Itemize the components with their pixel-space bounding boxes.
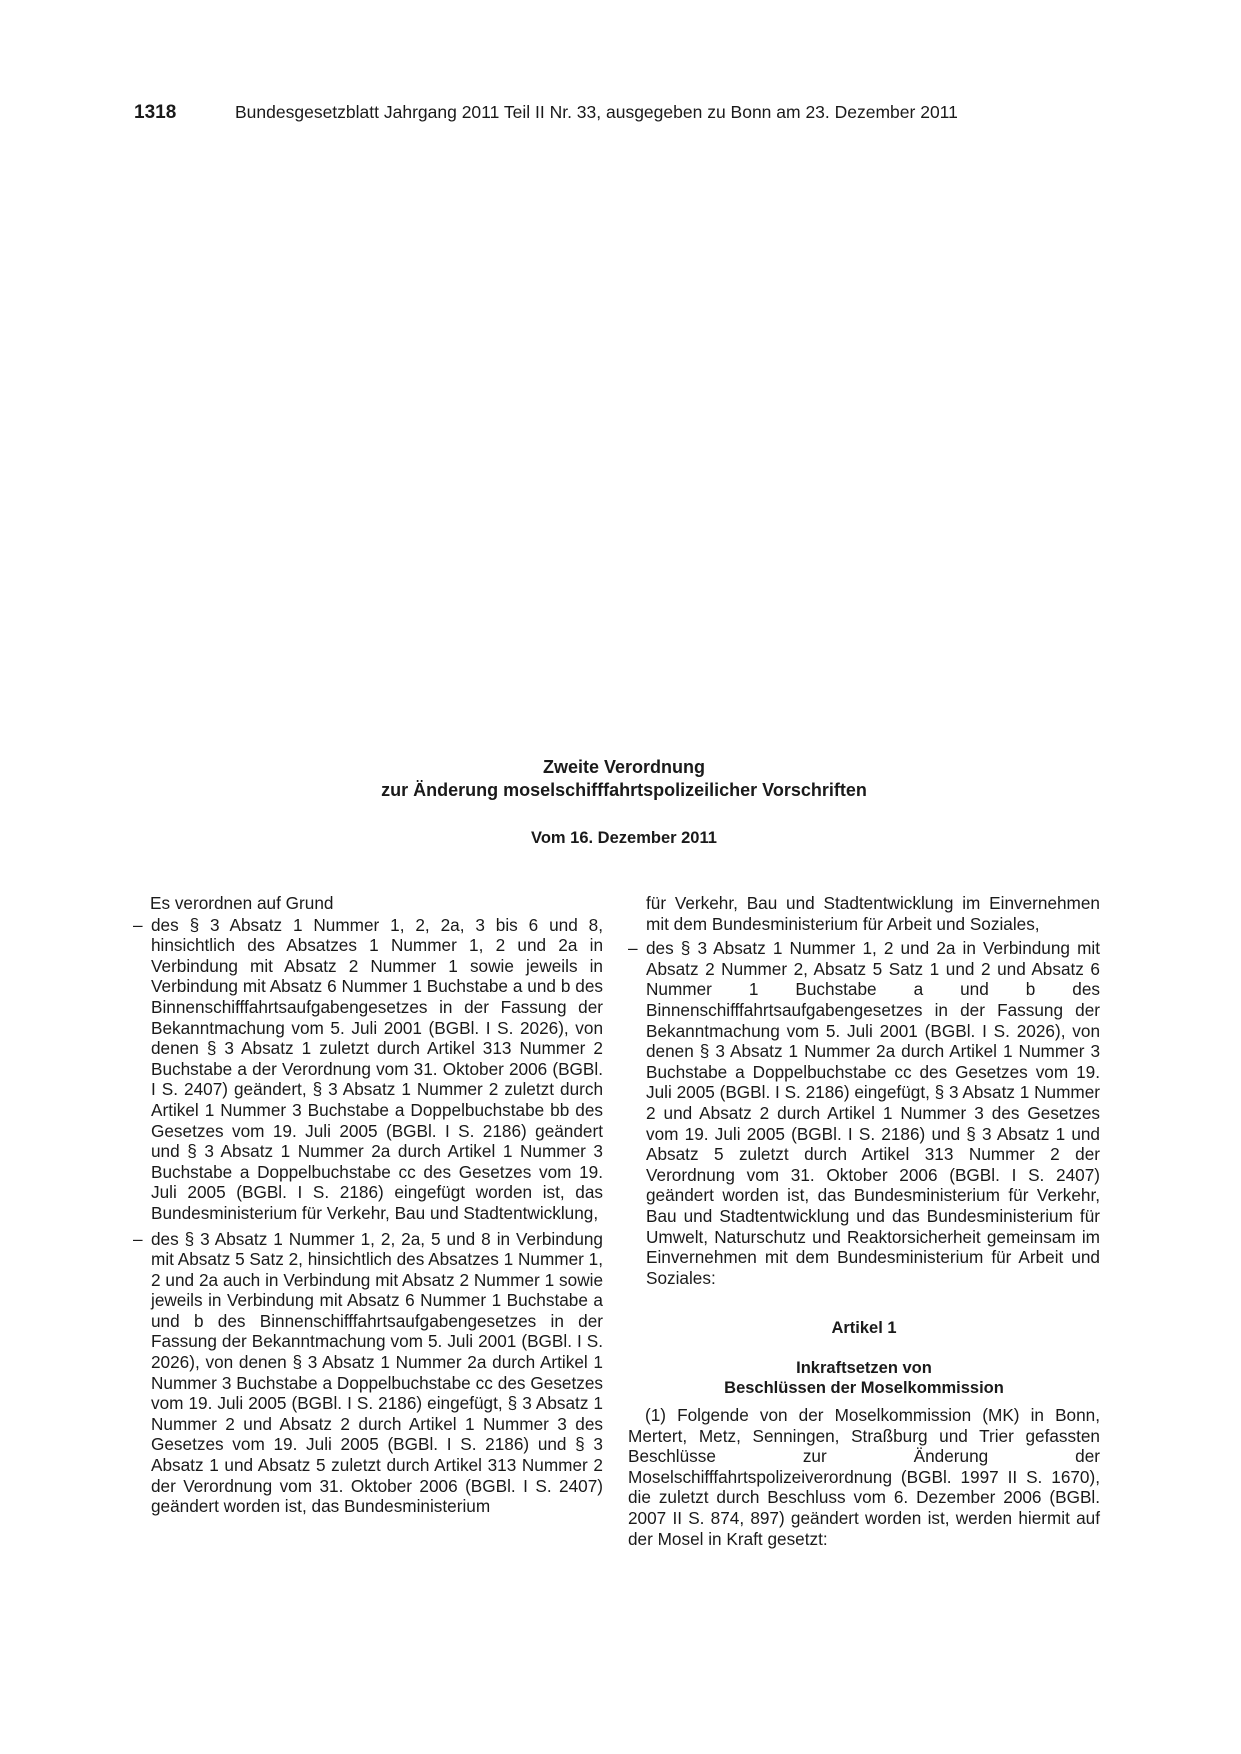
article-title-line-1: Inkraftsetzen von	[796, 1358, 932, 1377]
document-title-line-2: zur Änderung moselschifffahrtspolizeilicher Vorschriften	[381, 780, 867, 800]
running-title: Bundesgesetzblatt Jahrgang 2011 Teil II Nr. 33, ausgegeben zu Bonn am 23. Dezember 2011	[235, 102, 958, 122]
dash-marker: –	[133, 1228, 143, 1249]
article-paragraph: (1) Folgende von der Moselkommission (MK) in Bonn, Mertert, Metz, Senningen, Straßburg und Trier gefassten Beschlüsse zur Änderung der Moselschifffahrtspolizeiverordnung (BGBl. 1997 II S. 1670), die zuletzt durch Beschluss vom 6. Dezember 2006 (BGBl. 2007 II S. 874, 897) geändert worden ist, werden hiermit auf der Mosel in Kraft gesetzt:	[628, 1405, 1100, 1549]
left-column	[133, 893, 603, 1522]
list-item	[133, 915, 603, 1224]
right-column	[628, 893, 1100, 1549]
list-item-text: des § 3 Absatz 1 Nummer 1, 2, 2a, 5 und 8 in Verbindung mit Absatz 5 Satz 2, hinsichtlich des Absatzes 1 Nummer 1, 2 und 2a auch in Verbindung mit Absatz 2 Nummer 1 sowie jeweils in Verbindung mit Absatz 6 Nummer 1 Buchstabe a und b des Binnenschifffahrtsaufgabengesetzes in der Fassung der Bekanntmachung vom 5. Juli 2001 (BGBl. I S. 2026), von denen § 3 Absatz 1 Nummer 2a durch Artikel 1 Nummer 3 Buchstabe a Doppelbuchstabe cc des Gesetzes vom 19. Juli 2005 (BGBl. I S. 2186) eingefügt, § 3 Absatz 1 Nummer 2 und Absatz 2 durch Artikel 1 Nummer 3 des Gesetzes vom 19. Juli 2005 (BGBl. I S. 2186) und § 3 Absatz 1 und Absatz 5 zuletzt durch Artikel 313 Nummer 2 der Verordnung vom 31. Oktober 2006 (BGBl. I S. 2407) geändert worden ist, das Bundesministerium	[151, 1228, 603, 1517]
list-item-text: des § 3 Absatz 1 Nummer 1, 2 und 2a in Verbindung mit Absatz 2 Nummer 2, Absatz 5 Satz 1 und 2 und Absatz 6 Nummer 1 Buchstabe a und b des Binnenschifffahrtsaufgabengesetzes in der Fassung der Bekanntmachung vom 5. Juli 2001 (BGBl. I S. 2026), von denen § 3 Absatz 1 Nummer 2a durch Artikel 1 Nummer 3 Buchstabe a Doppelbuchstabe cc des Gesetzes vom 19. Juli 2005 (BGBl. I S. 2186) eingefügt, § 3 Absatz 1 Nummer 2 und Absatz 2 durch Artikel 1 Nummer 3 des Gesetzes vom 19. Juli 2005 (BGBl. I S. 2186) und § 3 Absatz 1 und Absatz 5 zuletzt durch Artikel 313 Nummer 2 der Verordnung vom 31. Oktober 2006 (BGBl. I S. 2407) geändert worden ist, das Bundesministerium für Verkehr, Bau und Stadtentwicklung und das Bundesministerium für Umwelt, Naturschutz und Reaktorsicherheit gemeinsam im Einvernehmen mit dem Bundesministerium für Arbeit und Soziales:	[646, 938, 1100, 1288]
document-date: Vom 16. Dezember 2011	[531, 829, 717, 847]
list-item-continuation: für Verkehr, Bau und Stadtentwicklung im Einvernehmen mit dem Bundesministerium für Arbeit und Soziales,	[646, 893, 1100, 934]
dash-marker: –	[133, 914, 143, 935]
document-title-block	[134, 756, 1114, 849]
article-title	[628, 1358, 1100, 1399]
document-title-line-1: Zweite Verordnung	[542, 757, 706, 777]
article-heading: Artikel 1	[831, 1319, 897, 1338]
intro-text: Es verordnen auf Grund	[150, 893, 334, 913]
list-item-text: des § 3 Absatz 1 Nummer 1, 2, 2a, 3 bis 6 und 8, hinsichtlich des Absatzes 1 Nummer 1, 2 und 2a in Verbindung mit Absatz 2 Nummer 1 sowie jeweils in Verbindung mit Absatz 6 Nummer 1 Buchstabe a und b des Binnenschifffahrtsaufgabengesetzes in der Fassung der Bekanntmachung vom 5. Juli 2001 (BGBl. I S. 2026), von denen § 3 Absatz 1 zuletzt durch Artikel 313 Nummer 2 Buchstabe a der Verordnung vom 31. Oktober 2006 (BGBl. I S. 2407) geändert, § 3 Absatz 1 Nummer 2 zuletzt durch Artikel 1 Nummer 3 Buchstabe a Doppelbuchstabe bb des Gesetzes vom 19. Juli 2005 (BGBl. I S. 2186) geändert und § 3 Absatz 1 Nummer 2a durch Artikel 1 Nummer 3 Buchstabe a Doppelbuchstabe cc des Gesetzes vom 19. Juli 2005 (BGBl. I S. 2186) eingefügt worden ist, das Bundesministerium für Verkehr, Bau und Stadtentwicklung,	[151, 914, 603, 1223]
dash-marker: –	[628, 938, 638, 959]
article-title-line-2: Beschlüssen der Moselkommission	[724, 1379, 1004, 1398]
page-number: 1318	[134, 102, 177, 123]
list-item	[628, 938, 1100, 1288]
page-header	[134, 100, 1114, 125]
list-item	[133, 1229, 603, 1517]
